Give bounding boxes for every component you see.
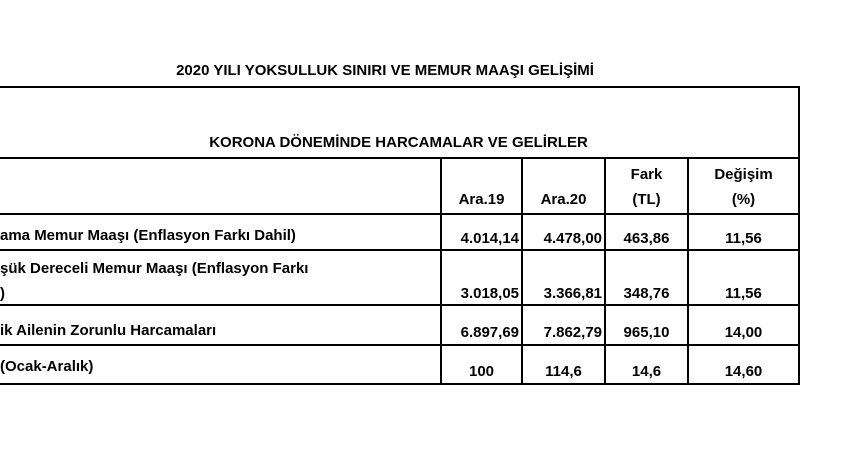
table-border-right bbox=[798, 86, 800, 385]
table-border-row3 bbox=[0, 344, 800, 346]
row-value-fark: 14,6 bbox=[631, 363, 662, 380]
row-value-ara20: 4.478,00 bbox=[543, 230, 602, 247]
row-value-ara20: 3.366,81 bbox=[543, 285, 602, 302]
table-border-bottom bbox=[0, 383, 800, 385]
row-value-fark: 965,10 bbox=[623, 324, 670, 341]
row-value-degisim: 11,56 bbox=[725, 230, 762, 247]
table-border-header-bottom bbox=[0, 213, 800, 215]
row-value-ara20: 114,6 bbox=[545, 363, 582, 380]
col-header-fark: Fark bbox=[630, 166, 663, 183]
row-label-continued: ) bbox=[0, 285, 5, 302]
data-table bbox=[0, 86, 800, 385]
row-value-ara19: 4.014,14 bbox=[460, 230, 519, 247]
col-header-ara19: Ara.19 bbox=[458, 191, 505, 208]
page-title: 2020 YILI YOKSULLUK SINIRI VE MEMUR MAAŞI GELİŞİMİ bbox=[176, 62, 594, 79]
row-value-fark: 463,86 bbox=[623, 230, 670, 247]
row-label: ama Memur Maaşı (Enflasyon Farkı Dahil) bbox=[0, 227, 296, 244]
row-value-degisim: 11,56 bbox=[725, 285, 762, 302]
col-header-fark-unit: (TL) bbox=[632, 191, 661, 208]
row-label: şük Dereceli Memur Maaşı (Enflasyon Farkı bbox=[0, 260, 309, 277]
table-border-row2 bbox=[0, 304, 800, 306]
row-value-degisim: 14,60 bbox=[724, 363, 763, 380]
table-border-top bbox=[0, 86, 800, 88]
row-value-degisim: 14,00 bbox=[724, 324, 763, 341]
row-label: (Ocak-Aralık) bbox=[0, 358, 94, 375]
row-value-ara19: 3.018,05 bbox=[460, 285, 519, 302]
col-header-ara20: Ara.20 bbox=[540, 191, 587, 208]
table-subtitle: KORONA DÖNEMİNDE HARCAMALAR VE GELİRLER bbox=[209, 134, 588, 151]
row-label: ik Ailenin Zorunlu Harcamaları bbox=[0, 322, 217, 339]
col-header-degisim: Değişim bbox=[714, 166, 773, 183]
row-value-ara19: 100 bbox=[468, 363, 495, 380]
row-value-ara19: 6.897,69 bbox=[460, 324, 519, 341]
col-header-degisim-unit: (%) bbox=[731, 191, 756, 208]
row-value-ara20: 7.862,79 bbox=[543, 324, 602, 341]
table-border-header-top bbox=[0, 157, 800, 159]
table-border-row1 bbox=[0, 249, 800, 251]
row-value-fark: 348,76 bbox=[623, 285, 670, 302]
